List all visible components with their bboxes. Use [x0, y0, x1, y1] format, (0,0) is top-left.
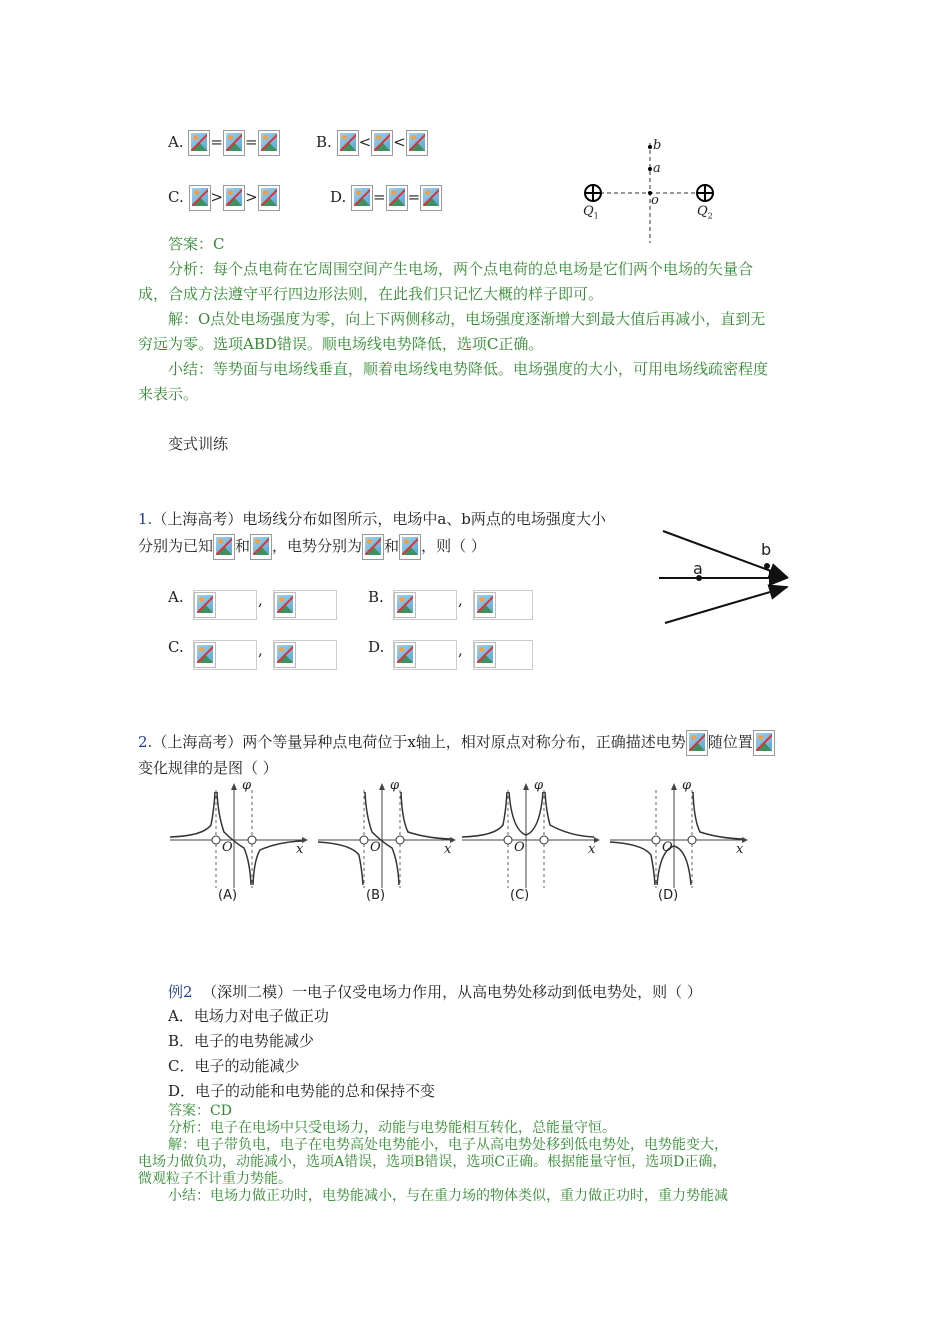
broken-image-icon	[394, 642, 416, 668]
problem-number: 1.	[138, 510, 153, 528]
option-b-row	[316, 130, 428, 156]
option-a-row	[168, 130, 280, 156]
graph-c	[460, 780, 600, 890]
problem-number: 2.	[138, 733, 153, 751]
option-b-label: B.	[316, 133, 332, 151]
solution-line-2: 穷远为零。选项ABD错误。顺电场线电势降低，选项C正确。	[138, 335, 544, 353]
broken-image-icon	[274, 642, 296, 668]
broken-image-icon	[213, 534, 235, 560]
summary-line-2: 来表示。	[138, 385, 199, 403]
broken-image-icon	[274, 592, 296, 618]
option-a-label: A.	[168, 133, 184, 151]
broken-image-icon	[194, 642, 216, 668]
ex2-solution-line-3: 微观粒子不计重力势能。	[138, 1171, 292, 1187]
broken-image-icon	[189, 185, 211, 211]
ex2-analysis: 分析：电子在电场中只受电场力，动能与电势能相互转化，总能量守恒。	[168, 1120, 616, 1136]
operator: <	[393, 133, 406, 151]
ex2-solution-line-1: 解：电子带负电，电子在电势高处电势能小，电子从高电势处移到低电势处，电势能变大，	[168, 1137, 728, 1153]
option-c-label: C.	[168, 188, 184, 206]
broken-image-icon	[474, 592, 496, 618]
problem-2-line-1: 2.（上海高考）两个等量异种点电荷位于x轴上，相对原点对称分布，正确描述电势 随位置	[138, 730, 775, 756]
broken-image-icon	[250, 534, 272, 560]
origin-label: O	[370, 840, 381, 855]
p1-option-d-box-2	[473, 640, 533, 670]
ex2-answer: 答案：CD	[168, 1103, 232, 1119]
broken-image-icon	[686, 730, 708, 756]
ex2-option-a: A．电场力对电子做正功	[168, 1007, 329, 1025]
summary-line-1: 小结：等势面与电场线垂直，顺着电场线电势降低。电场强度的大小，可用电场线疏密程度	[168, 360, 769, 378]
broken-image-icon	[386, 185, 408, 211]
y-axis-label: φ	[682, 778, 692, 793]
broken-image-icon	[258, 185, 280, 211]
broken-image-icon	[351, 185, 373, 211]
potential-graphs	[168, 780, 768, 910]
example-label: 例2	[168, 983, 193, 1001]
comma: ,	[458, 641, 463, 659]
point-a-label: a	[653, 161, 661, 176]
broken-image-icon	[399, 534, 421, 560]
field-point-b-label: b	[761, 540, 772, 559]
broken-image-icon	[188, 130, 210, 156]
comma: ,	[258, 641, 263, 659]
operator: <	[358, 133, 372, 151]
origin-label: O	[514, 840, 525, 855]
operator: =	[210, 133, 223, 151]
operator: >	[210, 188, 224, 206]
ex2-solution-line-2: 电场力做负功，动能减小，选项A错误，选项B错误，选项C正确。根据能量守恒，选项D正确，	[138, 1154, 727, 1170]
origin-label: O	[662, 840, 673, 855]
p1-option-a-label: A.	[168, 588, 184, 606]
broken-image-icon	[194, 592, 216, 618]
p1-option-b-box-2	[473, 590, 533, 620]
operator: >	[245, 188, 258, 206]
ex2-option-d: D．电子的动能和电势能的总和保持不变	[168, 1082, 436, 1100]
two-charge-diagram	[575, 135, 725, 245]
positive-charge-q1-icon	[585, 185, 601, 201]
x-axis-label: x	[736, 842, 744, 857]
section-title: 变式训练	[168, 435, 229, 453]
option-c-row	[168, 185, 280, 211]
point-o-label: o	[651, 193, 659, 208]
p1-option-d-box-1	[393, 640, 457, 670]
problem-2-line-2: 变化规律的是图（ ）	[138, 759, 278, 777]
p1-option-b-label: B.	[368, 588, 384, 606]
y-axis-label: φ	[534, 778, 544, 793]
ex2-summary-line-1: 小结：电场力做正功时，电势能减小，与在重力场的物体类似，重力做正功时，重力势能减	[168, 1188, 728, 1204]
p1-option-a-box-1	[193, 590, 257, 620]
positive-charge-q2-icon	[697, 185, 713, 201]
graph-b	[316, 780, 456, 890]
p1-option-b-box-1	[393, 590, 457, 620]
comma: ,	[458, 591, 463, 609]
broken-image-icon	[362, 534, 384, 560]
broken-image-icon	[223, 185, 245, 211]
broken-image-icon	[406, 130, 428, 156]
ex2-option-c: C．电子的动能减少	[168, 1057, 300, 1075]
analysis-line-1: 分析：每个点电荷在它周围空间产生电场，两个点电荷的总电场是它们两个电场的矢量合	[168, 260, 754, 278]
p1-option-d-label: D.	[368, 638, 385, 656]
graph-caption-a: (A)	[218, 888, 238, 903]
broken-image-icon	[337, 130, 359, 156]
graph-caption-c: (C)	[510, 888, 530, 903]
ex2-option-b: B．电子的电势能减少	[168, 1032, 315, 1050]
answer-text: 答案：C	[168, 235, 225, 253]
y-axis-label: φ	[390, 778, 400, 793]
point-b-label: b	[653, 138, 662, 153]
broken-image-icon	[223, 130, 245, 156]
charge-q2-label: $Q_2$	[697, 204, 713, 221]
broken-image-icon	[394, 592, 416, 618]
analysis-line-2: 成，合成方法遵守平行四边形法则，在此我们只记忆大概的样子即可。	[138, 285, 604, 303]
charge-q1-label: $Q_1$	[583, 204, 599, 221]
p1-option-c-box-1	[193, 640, 257, 670]
x-axis-label: x	[444, 842, 452, 857]
broken-image-icon	[371, 130, 393, 156]
solution-line-1: 解：O点处电场强度为零，向上下两侧移动，电场强度逐渐增大到最大值后再减小，直到无	[168, 310, 766, 328]
field-point-a-label: a	[693, 559, 703, 578]
x-axis-label: x	[296, 842, 304, 857]
p1-option-c-box-2	[273, 640, 337, 670]
problem-1-line-2: 分别为已知 和 ，电势分别为 和 ，则（ ）	[138, 534, 486, 560]
option-d-label: D.	[330, 188, 347, 206]
broken-image-icon	[474, 642, 496, 668]
graph-d	[608, 780, 748, 890]
p1-option-a-box-2	[273, 590, 337, 620]
problem-1-line-1: 1.（上海高考）电场线分布如图所示，电场中a、b两点的电场强度大小	[138, 510, 606, 528]
field-lines-diagram	[655, 525, 800, 630]
operator: =	[407, 188, 421, 206]
comma: ,	[258, 591, 263, 609]
origin-label: O	[222, 840, 233, 855]
option-d-row	[330, 185, 442, 211]
broken-image-icon	[258, 130, 280, 156]
p1-option-c-label: C.	[168, 638, 184, 656]
y-axis-label: φ	[242, 778, 252, 793]
broken-image-icon	[420, 185, 442, 211]
broken-image-icon	[753, 730, 775, 756]
graph-caption-b: (B)	[366, 888, 386, 903]
operator: =	[244, 133, 258, 151]
operator: =	[373, 188, 386, 206]
graph-caption-d: (D)	[658, 888, 679, 903]
x-axis-label: x	[588, 842, 596, 857]
example-2-stem: 例2 （深圳二模）一电子仅受电场力作用，从高电势处移动到低电势处，则（ ）	[168, 983, 702, 1001]
graph-a	[168, 780, 308, 890]
